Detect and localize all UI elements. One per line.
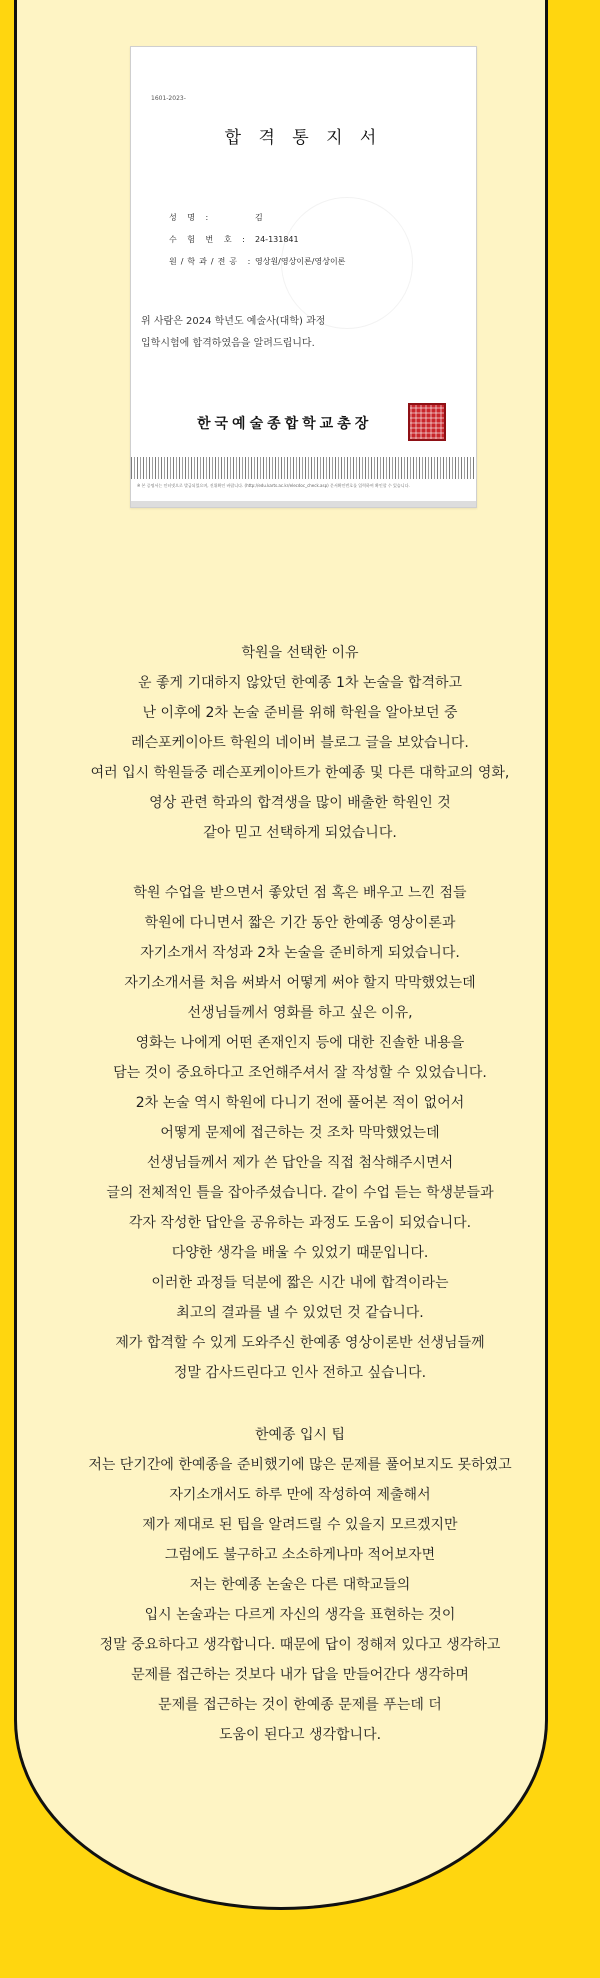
text-line: 글의 전체적인 틀을 잡아주셨습니다. 같이 수업 듣는 학생분들과	[106, 1185, 494, 1201]
certificate-field-name	[169, 207, 345, 229]
text-line: 제가 제대로 된 팁을 알려드릴 수 있을지 모르겠지만	[142, 1517, 458, 1533]
field-label: 원/학과/전공 :	[169, 257, 255, 266]
text-line: 여러 입시 학원들중 레슨포케이아트가 한예종 및 다른 대학교의 영화,	[90, 765, 510, 781]
text-line: 그럼에도 불구하고 소소하게나마 적어보자면	[164, 1547, 436, 1563]
certificate-field-department	[169, 251, 345, 273]
admission-certificate-image	[130, 46, 477, 508]
section-reason	[40, 638, 560, 848]
text-line: 각자 작성한 답안을 공유하는 과정도 도움이 되었습니다.	[128, 1215, 472, 1231]
text-line: 문제를 접근하는 것보다 내가 답을 만들어간다 생각하며	[131, 1667, 469, 1683]
certificate-body-line: 위 사람은 2024 학년도 예술사(대학) 과정	[141, 316, 326, 327]
text-line: 자기소개서를 처음 써봐서 어떻게 써야 할지 막막했었는데	[124, 975, 476, 991]
section-heading: 학원을 선택한 이유	[241, 645, 359, 661]
text-line: 운 좋게 기대하지 않았던 한예종 1차 논술을 합격하고	[137, 675, 463, 691]
section-tips	[40, 1420, 560, 1750]
text-line: 자기소개서도 하루 만에 작성하여 제출해서	[169, 1487, 431, 1503]
text-line: 2차 논술 역시 학원에 다니기 전에 풀어본 적이 없어서	[135, 1095, 465, 1111]
section-experience	[40, 878, 560, 1388]
text-line: 레슨포케이아트 학원의 네이버 블로그 글을 보았습니다.	[131, 735, 469, 751]
certificate-bottom-bar	[131, 501, 476, 507]
text-line: 난 이후에 2차 논술 준비를 위해 학원을 알아보던 중	[142, 705, 458, 721]
text-line: 선생님들께서 제가 쓴 답안을 직접 첨삭해주시면서	[146, 1155, 454, 1171]
certificate-issuer: 한국예술종합학교총장	[197, 416, 373, 432]
certificate-fields	[169, 207, 345, 273]
field-label: 성 명 :	[169, 213, 213, 222]
text-line: 이러한 과정들 덕분에 짧은 시간 내에 합격이라는	[151, 1275, 449, 1291]
certificate-body	[141, 311, 325, 355]
field-value: 김	[255, 213, 263, 222]
field-value: 영상원/영상이론/영상이론	[255, 257, 346, 266]
text-line: 최고의 결과를 낼 수 있었던 것 같습니다.	[176, 1305, 424, 1321]
text-line: 제가 합격할 수 있게 도와주신 한예종 영상이론반 선생님들께	[115, 1335, 485, 1351]
text-line: 입시 논술과는 다르게 자신의 생각을 표현하는 것이	[144, 1607, 456, 1623]
text-line: 영상 관련 학과의 합격생을 많이 배출한 학원인 것	[149, 795, 451, 811]
text-line: 담는 것이 중요하다고 조언해주셔서 잘 작성할 수 있었습니다.	[113, 1065, 487, 1081]
text-line: 문제를 접근하는 것이 한예종 문제를 푸는데 더	[158, 1697, 442, 1713]
text-line: 영화는 나에게 어떤 존재인지 등에 대한 진솔한 내용을	[135, 1035, 465, 1051]
text-line: 선생님들께서 영화를 하고 싶은 이유,	[187, 1005, 413, 1021]
text-line: 같아 믿고 선택하게 되었습니다.	[203, 825, 397, 841]
text-line: 다양한 생각을 배울 수 있었기 때문입니다.	[171, 1245, 429, 1261]
certificate-body-line: 입학시험에 합격하였음을 알려드립니다.	[141, 338, 315, 349]
text-line: 저는 한예종 논술은 다른 대학교들의	[189, 1577, 411, 1593]
text-line: 학원에 다니면서 짧은 기간 동안 한예종 영상이론과	[144, 915, 456, 931]
text-line: 정말 감사드린다고 인사 전하고 싶습니다.	[173, 1365, 427, 1381]
field-value: 24-131841	[255, 235, 299, 244]
certificate-footer-note: ※ 본 증명서는 인터넷으로 발급되었으며, 진위확인 바랍니다. (http://edu.karts.ac.kr/elecdoc_check.asp) 문서확인번호를 입력하여 확인할 수 있습니다.	[137, 483, 410, 488]
certificate-doc-number: 1601-2023-	[151, 95, 186, 102]
section-heading: 학원 수업을 받으면서 좋았던 점 혹은 배우고 느낀 점들	[133, 885, 467, 901]
text-line: 정말 중요하다고 생각합니다. 때문에 답이 정해져 있다고 생각하고	[99, 1637, 501, 1653]
text-line: 저는 단기간에 한예종을 준비했기에 많은 문제를 풀어보지도 못하였고	[88, 1457, 512, 1473]
text-line: 어떻게 문제에 접근하는 것 조차 막막했었는데	[160, 1125, 440, 1141]
certificate-barcode	[131, 457, 476, 479]
certificate-title: 합 격 통 지 서	[224, 128, 383, 148]
field-label: 수 험 번 호 :	[169, 235, 249, 244]
official-seal-stamp	[408, 403, 446, 441]
section-heading: 한예종 입시 팁	[254, 1427, 346, 1443]
text-line: 도움이 된다고 생각합니다.	[218, 1727, 382, 1743]
certificate-field-exam-number	[169, 229, 345, 251]
text-line: 자기소개서 작성과 2차 논술을 준비하게 되었습니다.	[140, 945, 460, 961]
